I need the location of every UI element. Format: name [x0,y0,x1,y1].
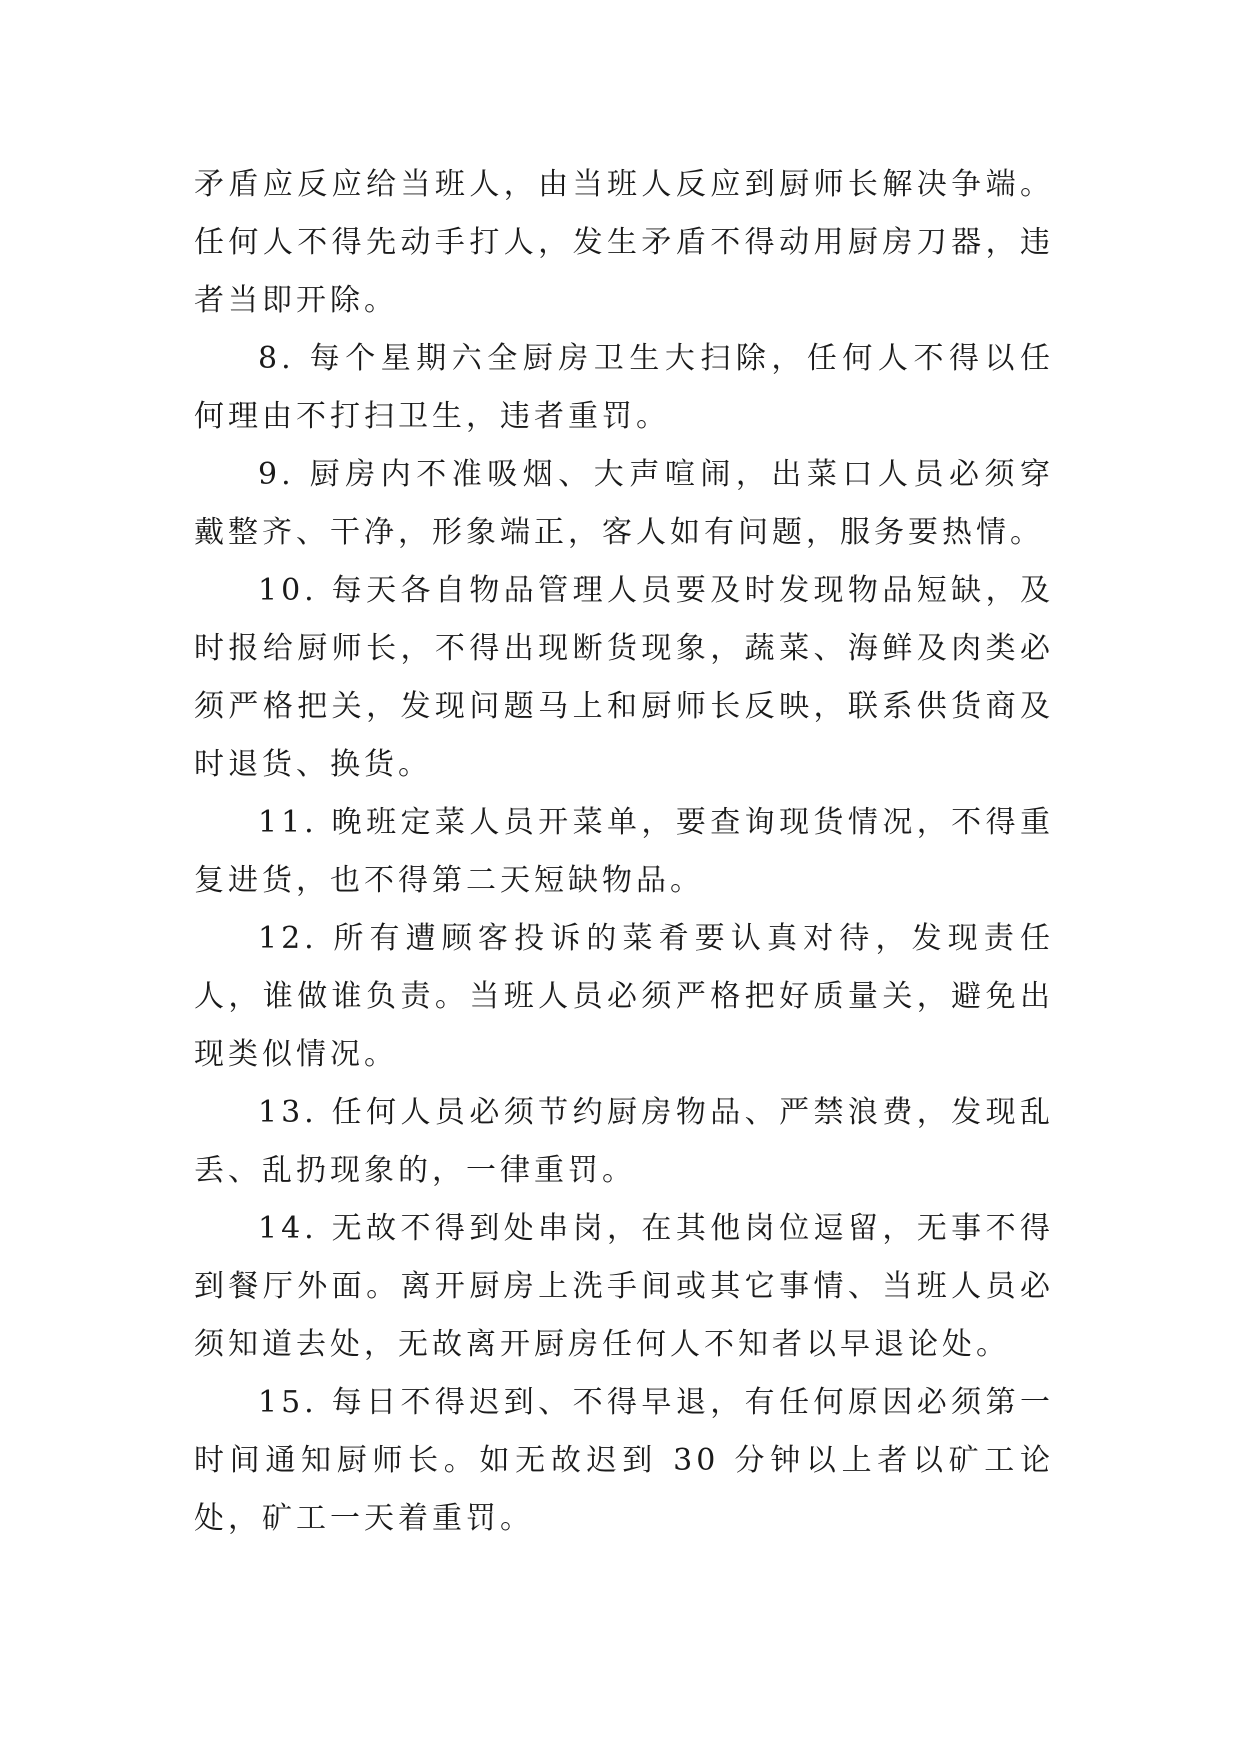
paragraph-continuation: 矛盾应反应给当班人，由当班人反应到厨师长解决争端。任何人不得先动手打人，发生矛盾不得动用厨房刀器，违者当即开除。 [194,167,1054,318]
document-body [194,156,1054,1548]
rule-item-11: 11. 晚班定菜人员开菜单，要查询现货情况，不得重复进货，也不得第二天短缺物品。 [194,805,1054,898]
rule-item-15: 15. 每日不得迟到、不得早退，有任何原因必须第一时间通知厨师长。如无故迟到 30 分钟以上者以矿工论处，矿工一天着重罚。 [194,1385,1054,1536]
rule-item-8: 8. 每个星期六全厨房卫生大扫除，任何人不得以任何理由不打扫卫生，违者重罚。 [194,341,1054,434]
rule-item-12: 12. 所有遭顾客投诉的菜肴要认真对待，发现责任人，谁做谁负责。当班人员必须严格把好质量关，避免出现类似情况。 [194,921,1054,1072]
rule-item-13: 13. 任何人员必须节约厨房物品、严禁浪费，发现乱丢、乱扔现象的，一律重罚。 [194,1095,1054,1188]
rule-item-9: 9. 厨房内不准吸烟、大声喧闹，出菜口人员必须穿戴整齐、干净，形象端正，客人如有问题，服务要热情。 [194,457,1054,550]
rule-item-14: 14. 无故不得到处串岗，在其他岗位逗留，无事不得到餐厅外面。离开厨房上洗手间或其它事情、当班人员必须知道去处，无故离开厨房任何人不知者以早退论处。 [194,1211,1054,1362]
rule-item-10: 10. 每天各自物品管理人员要及时发现物品短缺，及时报给厨师长，不得出现断货现象，蔬菜、海鲜及肉类必须严格把关，发现问题马上和厨师长反映，联系供货商及时退货、换货。 [194,573,1054,782]
